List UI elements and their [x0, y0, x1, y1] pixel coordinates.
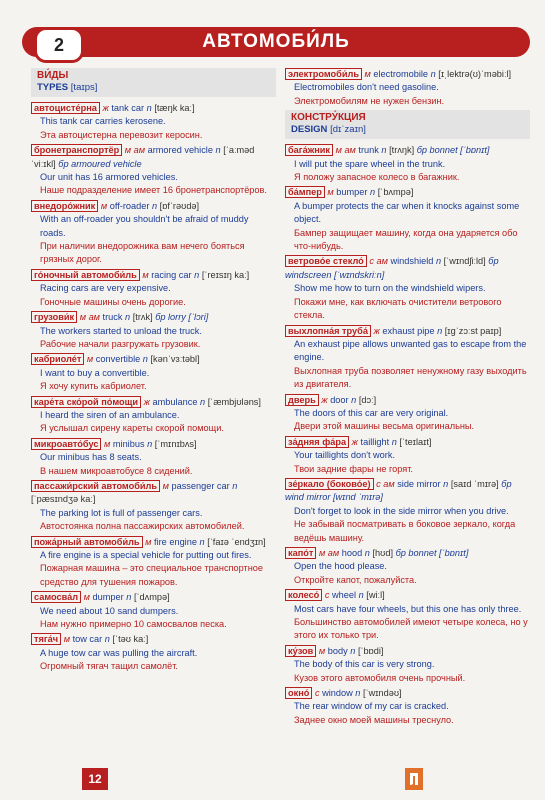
gender-label: ж: [143, 396, 150, 407]
part-of-speech: n: [146, 103, 152, 113]
transcription: [kənˈvɜːtəbl]: [150, 354, 200, 365]
dictionary-entry: [285, 68, 530, 108]
transcription: [ˈæmbjʊləns]: [207, 396, 261, 407]
entry-headword-line: [285, 325, 530, 338]
headword: пассажи́рский автомоби́ль: [31, 480, 160, 492]
headword: тяга́ч: [31, 633, 61, 645]
dictionary-entry: [31, 144, 276, 198]
example-russian: Покажи мне, как включать очистители ветрового стекла.: [294, 296, 502, 321]
transcription: [ˈreɪsɪŋ kaː]: [201, 269, 250, 280]
variant-translation: бр armoured vehicle: [58, 158, 142, 169]
chapter-banner: [22, 27, 530, 57]
headword: зе́ркало (боково́е): [285, 478, 374, 490]
translation: ambulance: [152, 396, 198, 407]
gender-label: м: [63, 634, 71, 645]
headword: бага́жник: [285, 144, 333, 156]
dictionary-entry: [31, 591, 276, 631]
gender-label: с: [314, 688, 320, 699]
translation: armored vehicle: [147, 145, 213, 156]
part-of-speech: n: [215, 145, 221, 156]
headword: колесо́: [285, 589, 322, 601]
variant-translation: бр bonnet [ˈbɒnɪt]: [416, 145, 490, 156]
part-of-speech: n: [435, 256, 442, 267]
headword: ветрово́е стекло́: [285, 255, 367, 267]
part-of-speech: n: [355, 688, 361, 699]
section-title-en-text: DESIGN: [291, 124, 328, 136]
example-russian: Автостоянка полна пассажирских автомобилей.: [40, 521, 245, 532]
example-english: Most cars have four wheels, but this one has only three.: [294, 603, 522, 614]
gender-label: ж: [373, 325, 380, 336]
transcription: [saɪd ˈmɪrə]: [450, 478, 499, 489]
translation: door: [330, 394, 349, 405]
gender-label: м ам: [79, 312, 100, 323]
entry-headword-line: [31, 353, 276, 366]
entry-headword-line: [285, 255, 530, 282]
example-english: The rear window of my car is cracked.: [294, 701, 449, 712]
transcription: [trʌŋk]: [389, 145, 415, 156]
example-english: A huge tow car was pulling the aircraft.: [40, 647, 198, 658]
entry-headword-line: [285, 436, 530, 449]
dictionary-entry: [285, 144, 530, 184]
example-russian: Я хочу купить кабриолет.: [40, 381, 147, 392]
part-of-speech: n: [200, 396, 206, 407]
dictionary-entry: [285, 436, 530, 476]
entry-headword-line: [31, 396, 276, 409]
dictionary-entry: [285, 687, 530, 727]
entry-headword-line: [31, 102, 276, 115]
example-russian: Наше подразделение имеет 16 бронетранспортёров.: [40, 185, 267, 196]
example-russian: Твои задние фары не горят.: [294, 463, 413, 474]
part-of-speech: n: [443, 478, 449, 489]
part-of-speech: n: [194, 269, 200, 280]
dictionary-entry: [31, 536, 276, 590]
translation: minibus: [112, 438, 145, 449]
example-english: The parking lot is full of passenger cars.: [40, 507, 203, 518]
example-english: I want to buy a convertible.: [40, 367, 150, 378]
example-russian: Заднее окно моей машины треснуло.: [294, 714, 454, 725]
entry-headword-line: [285, 186, 530, 199]
part-of-speech: n: [199, 536, 205, 547]
translation: wheel: [332, 590, 357, 601]
transcription: [ɪgˈzɔːst paɪp]: [444, 325, 502, 336]
entry-headword-line: [31, 311, 276, 324]
example-russian: При наличии внедорожника вам нечего бояться грязных дорог.: [40, 241, 245, 265]
headword: автоцисте́рна: [31, 102, 100, 114]
part-of-speech: n: [381, 145, 387, 156]
gender-label: м: [83, 592, 90, 603]
gender-label: м ам: [124, 145, 146, 156]
example-russian: Пожарная машина – это специальное транспортное средство для тушения пожаров.: [40, 563, 264, 587]
entry-headword-line: [31, 591, 276, 604]
translation: hood: [341, 548, 363, 558]
part-of-speech: n: [370, 187, 376, 198]
example-russian: Бампер защищает машину, когда она ударяется обо что-нибудь.: [294, 227, 518, 252]
translation: fire engine: [154, 536, 197, 547]
example-english: Show me how to turn on the windshield wipers.: [294, 283, 486, 294]
entry-headword-line: [31, 269, 276, 282]
example-russian: Нам нужно примерно 10 самосвалов песка.: [40, 619, 227, 630]
transcription: [tæŋk kaː]: [154, 103, 195, 113]
headword: за́дняя фа́ра: [285, 436, 349, 448]
dictionary-entry: [31, 438, 276, 478]
transcription: [ɒfˈrəʊdə]: [159, 200, 200, 211]
dictionary-entry: [285, 547, 530, 587]
section-header-design: [285, 110, 530, 139]
transcription: [ˈfaɪə ˈendʒɪn]: [207, 536, 266, 547]
gender-label: м: [327, 187, 334, 198]
entry-headword-line: [31, 200, 276, 213]
part-of-speech: n: [364, 548, 370, 558]
translation: passenger car: [171, 480, 230, 491]
gender-label: м: [145, 536, 152, 547]
transcription: [ˈteɪlaɪt]: [399, 436, 432, 447]
example-english: A bumper protects the car when it knocks against some object.: [294, 200, 520, 225]
headword: капо́т: [285, 547, 316, 559]
translation: trunk: [358, 145, 379, 156]
section-title-en-text: TYPES: [37, 82, 69, 93]
entry-list-top: [285, 68, 530, 108]
dictionary-entry: [285, 394, 530, 434]
entry-headword-line: [285, 547, 530, 560]
example-english: Electromobiles don't need gasoline.: [294, 82, 439, 93]
variant-translation: бр lorry [ˈlɔri]: [155, 312, 209, 323]
gender-label: с ам: [376, 478, 395, 489]
headword: самосва́л: [31, 591, 81, 603]
example-english: Our unit has 16 armored vehicles.: [40, 172, 178, 183]
gender-label: ж: [102, 103, 109, 113]
translation: off-roader: [109, 200, 150, 211]
entry-list: [31, 102, 276, 674]
dictionary-entry: [285, 186, 530, 253]
dictionary-entry: [31, 269, 276, 309]
gender-label: м: [104, 438, 111, 449]
headword: окно́: [285, 687, 312, 699]
dictionary-entry: [285, 255, 530, 322]
section-title-ru: ВИ́ДЫ: [37, 70, 69, 81]
transcription: [ˈtəʊ kaː]: [112, 634, 149, 645]
part-of-speech: n: [358, 590, 364, 601]
headword: ба́мпер: [285, 186, 325, 198]
dictionary-entry: [31, 396, 276, 436]
entry-headword-line: [285, 68, 530, 81]
translation: exhaust pipe: [382, 325, 435, 336]
part-of-speech: n: [430, 69, 436, 79]
part-of-speech: n: [351, 394, 357, 405]
dictionary-entry: [31, 200, 276, 267]
translation: windshield: [390, 256, 434, 267]
entry-headword-line: [31, 480, 276, 507]
gender-label: ж: [351, 436, 358, 447]
dictionary-entry: [31, 353, 276, 393]
transcription: [dɔː]: [358, 394, 377, 405]
headword: го́ночный автомоби́ль: [31, 269, 140, 281]
gender-label: м ам: [318, 548, 340, 558]
part-of-speech: n: [391, 436, 397, 447]
translation: side mirror: [397, 478, 441, 489]
headword: внедоро́жник: [31, 200, 98, 212]
example-russian: Электромобилям не нужен бензин.: [294, 95, 445, 106]
transcription: [ˈaːməd ˈviːɪkl]: [31, 145, 255, 169]
example-russian: Не забывай посматривать в боковое зеркало, когда ведёшь машину.: [294, 519, 516, 543]
transcription: [wiːl]: [366, 590, 385, 601]
example-russian: Эта автоцистерна перевозит керосин.: [40, 129, 203, 140]
headword: выхлопна́я труба́: [285, 325, 371, 337]
entry-headword-line: [31, 536, 276, 549]
translation: dumper: [92, 592, 124, 603]
part-of-speech: n: [104, 634, 110, 645]
translation: window: [322, 688, 353, 699]
example-english: We need about 10 sand dumpers.: [40, 605, 179, 616]
dictionary-entry: [31, 480, 276, 534]
part-of-speech: n: [126, 592, 132, 603]
example-english: I will put the spare wheel in the trunk.: [294, 158, 446, 169]
example-russian: Кузов этого автомобиля очень прочный.: [294, 672, 466, 683]
part-of-speech: n: [437, 325, 443, 336]
example-english: Don't forget to look in the side mirror when you drive.: [294, 505, 509, 516]
gender-label: м: [142, 269, 149, 280]
transcription: [ˈpæsɪndʒə kaː]: [31, 494, 96, 505]
dictionary-entry: [31, 102, 276, 142]
gender-label: м: [318, 645, 326, 656]
headword: ку́зов: [285, 645, 316, 657]
translation: tow car: [72, 634, 103, 645]
part-of-speech: n: [350, 645, 356, 656]
dictionary-entry: [285, 325, 530, 392]
gender-label: м ам: [335, 145, 356, 156]
translation: convertible: [95, 354, 141, 365]
part-of-speech: n: [142, 354, 148, 365]
gender-label: м: [100, 200, 108, 211]
example-english: With an off-roader you shouldn't be afraid of muddy roads.: [40, 214, 249, 238]
translation: racing car: [151, 269, 192, 280]
part-of-speech: n: [232, 480, 238, 491]
publisher-logo-icon: [405, 768, 423, 790]
example-russian: Я положу запасное колесо в багажник.: [294, 172, 460, 183]
section-title-en: [37, 82, 270, 94]
translation: bumper: [336, 187, 368, 198]
chapter-title: АВТОМОБИ́ЛЬ: [202, 31, 350, 52]
entry-headword-line: [31, 144, 276, 171]
example-russian: Огромный тягач тащил самолёт.: [40, 661, 178, 672]
example-english: An exhaust pipe allows unwanted gas to escape from the engine.: [294, 338, 527, 363]
gender-label: м: [364, 69, 371, 79]
entry-headword-line: [285, 645, 530, 658]
variant-translation: бр windscreen [ˈwɪndskriːn]: [285, 256, 499, 280]
entry-headword-line: [31, 633, 276, 646]
example-russian: Большинство автомобилей имеют четыре колеса, но у этого их только три.: [294, 617, 528, 641]
entry-headword-line: [285, 478, 530, 505]
example-english: The workers started to unload the truck.: [40, 325, 202, 336]
entry-headword-line: [285, 144, 530, 157]
transcription: [ˈwɪndʃiːld]: [443, 256, 486, 267]
section-header-types: [31, 68, 276, 97]
transcription: [hʊd]: [372, 548, 394, 558]
part-of-speech: n: [151, 200, 158, 211]
headword: грузови́к: [31, 311, 77, 323]
example-russian: Двери этой машины весьма оригинальны.: [294, 421, 475, 432]
variant-translation: бр wind mirror [wɪnd ˈmɪrə]: [285, 478, 512, 503]
gender-label: м: [86, 354, 94, 365]
transcription: [ˈwɪndəʊ]: [362, 688, 402, 699]
example-russian: Гоночные машины очень дорогие.: [40, 296, 186, 307]
transcription: [ˈmɪnɪbʌs]: [154, 438, 197, 449]
transcription: [ˈdʌmpə]: [133, 592, 170, 603]
example-english: The body of this car is very strong.: [294, 659, 435, 670]
headword: бронетранспортёр: [31, 144, 122, 156]
headword: микроавто́бус: [31, 438, 101, 450]
transcription: [ˈbɒdi]: [357, 645, 384, 656]
translation: body: [327, 645, 348, 656]
example-english: A fire engine is a special vehicle for putting out fires.: [40, 550, 252, 560]
example-english: Our minibus has 8 seats.: [40, 452, 142, 463]
page-number: 12: [82, 768, 108, 790]
headword: дверь: [285, 394, 319, 406]
example-russian: Выхлопная труба позволяет ненужному газу выходить из двигателя.: [294, 365, 527, 390]
translation: tank car: [111, 103, 145, 113]
entry-headword-line: [285, 589, 530, 602]
dictionary-entry: [285, 478, 530, 545]
example-english: I heard the siren of an ambulance.: [40, 409, 180, 420]
example-english: Racing cars are very expensive.: [40, 283, 171, 294]
headword: электромоби́ль: [285, 68, 362, 80]
gender-label: ж: [321, 394, 328, 405]
example-english: Open the hood please.: [294, 561, 387, 572]
dictionary-entry: [31, 311, 276, 351]
headword: кабриоле́т: [31, 353, 84, 365]
headword: каре́та ско́рой по́мощи: [31, 396, 141, 408]
entry-headword-line: [285, 687, 530, 700]
headword: пожа́рный автомоби́ль: [31, 536, 143, 548]
translation: taillight: [360, 436, 390, 447]
transcription: [ɪˌlektrə(ʊ)ˈməbiːl]: [438, 69, 512, 79]
gender-label: с ам: [369, 256, 388, 267]
example-english: The doors of this car are very original.: [294, 407, 449, 418]
section-title-en: [291, 124, 524, 136]
entry-list: [285, 144, 530, 727]
transcription: [trʌk]: [132, 312, 153, 323]
entry-headword-line: [31, 438, 276, 451]
gender-label: с: [324, 590, 330, 601]
right-column: [285, 68, 530, 729]
example-russian: Рабочие начали разгружать грузовик.: [40, 338, 201, 349]
entry-headword-line: [285, 394, 530, 407]
dictionary-entry: [31, 633, 276, 673]
section-title-ru: КОНСТРУ́КЦИЯ: [291, 112, 366, 124]
example-english: This tank car carries kerosene.: [40, 116, 166, 127]
example-russian: Откройте капот, пожалуйста.: [294, 574, 417, 585]
translation: electromobile: [373, 69, 429, 79]
dictionary-entry: [285, 589, 530, 643]
example-russian: В нашем микроавтобусе 8 сидений.: [40, 465, 193, 476]
variant-translation: бр bonnet [ˈbɒnɪt]: [395, 548, 469, 558]
gender-label: м: [162, 480, 169, 491]
example-english: Your taillights don't work.: [294, 450, 395, 461]
part-of-speech: n: [125, 312, 131, 323]
dictionary-entry: [285, 645, 530, 685]
section-transcription: [taɪps]: [70, 82, 98, 93]
transcription: [ˈbʌmpə]: [377, 187, 414, 198]
example-russian: Я услышал сирену кареты скорой помощи.: [40, 423, 224, 434]
part-of-speech: n: [147, 438, 153, 449]
left-column: [31, 68, 276, 676]
chapter-number: 2: [34, 27, 84, 63]
translation: truck: [102, 312, 123, 323]
section-transcription: [dɪˈzaɪn]: [330, 124, 366, 136]
